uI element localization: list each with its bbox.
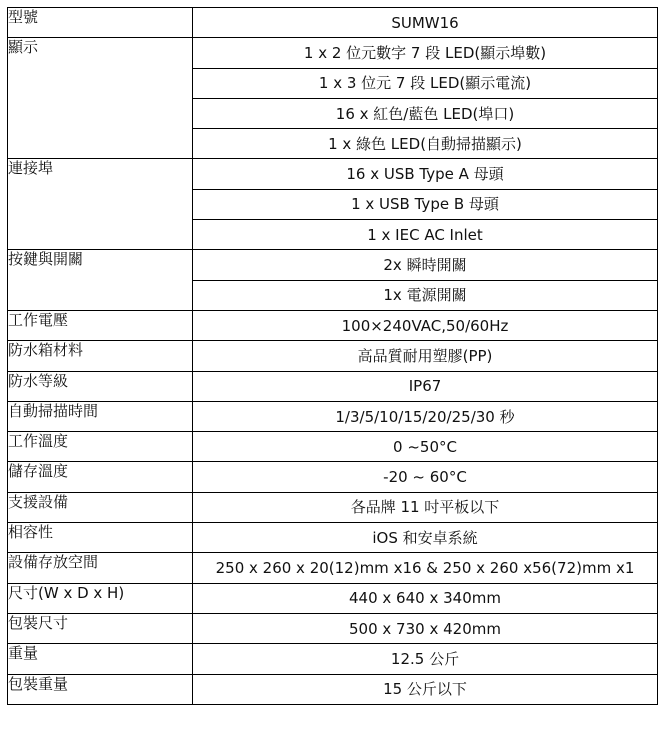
table-row — [8, 250, 658, 280]
spec-label: 包裝重量 — [8, 674, 193, 704]
spec-label: 尺寸(W x D x H) — [8, 583, 193, 613]
spec-label: 儲存溫度 — [8, 462, 193, 492]
spec-label: 防水箱材料 — [8, 341, 193, 371]
spec-value: 100×240VAC,50/60Hz — [193, 310, 658, 340]
spec-value: 1/3/5/10/15/20/25/30 秒 — [193, 401, 658, 431]
table-row — [8, 462, 658, 492]
spec-label: 工作溫度 — [8, 432, 193, 462]
table-row — [8, 432, 658, 462]
spec-label: 自動掃描時間 — [8, 401, 193, 431]
spec-value: 1 x 3 位元 7 段 LED(顯示電流) — [193, 68, 658, 98]
table-row — [8, 8, 658, 38]
table-row — [8, 310, 658, 340]
spec-value: 12.5 公斤 — [193, 644, 658, 674]
spec-label: 顯示 — [8, 38, 193, 159]
table-row — [8, 644, 658, 674]
table-row — [8, 341, 658, 371]
table-row — [8, 674, 658, 704]
spec-value: 15 公斤以下 — [193, 674, 658, 704]
spec-value: 各品牌 11 吋平板以下 — [193, 492, 658, 522]
spec-value: 16 x USB Type A 母頭 — [193, 159, 658, 189]
spec-label: 防水等級 — [8, 371, 193, 401]
spec-value: 500 x 730 x 420mm — [193, 613, 658, 643]
spec-label: 設備存放空間 — [8, 553, 193, 583]
table-row — [8, 401, 658, 431]
spec-value: 1 x IEC AC Inlet — [193, 220, 658, 250]
spec-label: 型號 — [8, 8, 193, 38]
table-row — [8, 38, 658, 68]
spec-value: IP67 — [193, 371, 658, 401]
spec-label: 支援設備 — [8, 492, 193, 522]
spec-label: 工作電壓 — [8, 310, 193, 340]
spec-value: -20 ~ 60°C — [193, 462, 658, 492]
spec-value: 440 x 640 x 340mm — [193, 583, 658, 613]
spec-label: 相容性 — [8, 523, 193, 553]
spec-label: 重量 — [8, 644, 193, 674]
table-row — [8, 523, 658, 553]
spec-table-body — [8, 8, 658, 705]
spec-value: iOS 和安卓系統 — [193, 523, 658, 553]
spec-value: 250 x 260 x 20(12)mm x16 & 250 x 260 x56(72)mm x1 — [193, 553, 658, 583]
table-row — [8, 583, 658, 613]
spec-label: 按鍵與開關 — [8, 250, 193, 311]
spec-value: 0 ~50°C — [193, 432, 658, 462]
spec-value: 1x 電源開關 — [193, 280, 658, 310]
spec-value: 1 x 2 位元數字 7 段 LED(顯示埠數) — [193, 38, 658, 68]
spec-value: 16 x 紅色/藍色 LED(埠口) — [193, 98, 658, 128]
spec-value: 1 x 綠色 LED(自動掃描顯示) — [193, 129, 658, 159]
table-row — [8, 159, 658, 189]
spec-value: SUMW16 — [193, 8, 658, 38]
table-row — [8, 553, 658, 583]
table-row — [8, 371, 658, 401]
spec-label: 包裝尺寸 — [8, 613, 193, 643]
spec-table — [7, 7, 658, 705]
table-row — [8, 613, 658, 643]
spec-value: 高品質耐用塑膠(PP) — [193, 341, 658, 371]
table-row — [8, 492, 658, 522]
spec-value: 2x 瞬時開關 — [193, 250, 658, 280]
spec-label: 連接埠 — [8, 159, 193, 250]
spec-value: 1 x USB Type B 母頭 — [193, 189, 658, 219]
